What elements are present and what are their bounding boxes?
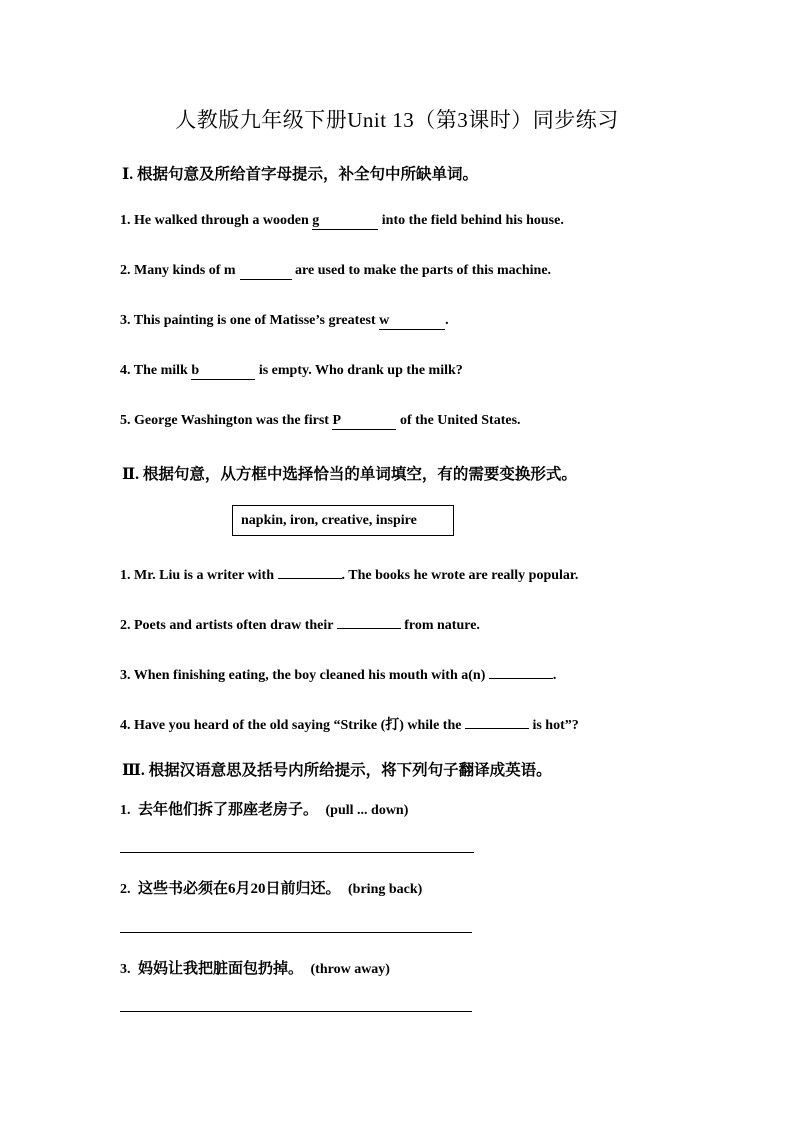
s1-item-5 bbox=[120, 413, 521, 430]
s1-item-1-before: 1. He walked through a wooden bbox=[120, 213, 313, 228]
s3-item-1-num: 1. bbox=[120, 803, 131, 818]
s1-item-5-blank[interactable] bbox=[332, 414, 396, 430]
s2-item-4-after: is hot”? bbox=[528, 718, 579, 733]
s2-item-2-blank[interactable] bbox=[337, 614, 401, 629]
s3-item-2-hint: (bring back) bbox=[348, 882, 423, 897]
s2-item-3-blank[interactable] bbox=[489, 664, 553, 679]
s2-item-3-after: . bbox=[552, 668, 557, 683]
s1-item-4-after: is empty. Who drank up the milk? bbox=[255, 363, 463, 378]
s3-item-1-hint: (pull ... down) bbox=[325, 803, 409, 818]
s2-item-1-after: . The books he wrote are really popular. bbox=[341, 568, 579, 583]
section-3-heading: Ⅲ. 根据汉语意思及括号内所给提示，将下列句子翻译成英语。 bbox=[122, 762, 552, 779]
s1-item-2-after: are used to make the parts of this machine. bbox=[291, 263, 552, 278]
s3-item-2-chinese: 这些书必须在6月20日前归还。 bbox=[138, 881, 341, 897]
s1-item-4-before: 4. The milk bbox=[120, 363, 192, 378]
s2-item-2 bbox=[120, 614, 480, 634]
s3-item-1-answer-line[interactable] bbox=[120, 852, 474, 853]
s1-item-5-after: of the United States. bbox=[396, 413, 521, 428]
page-title: 人教版九年级下册Unit 13（第3课时）同步练习 bbox=[175, 108, 619, 132]
s1-item-4-hint: b bbox=[191, 363, 200, 378]
s1-item-1-after: into the field behind his house. bbox=[378, 213, 564, 228]
s3-item-3-answer-line[interactable] bbox=[120, 1011, 472, 1012]
s3-item-1-chinese: 去年他们拆了那座老房子。 bbox=[138, 802, 319, 818]
section-2-heading: Ⅱ. 根据句意，从方框中选择恰当的单词填空，有的需要变换形式。 bbox=[122, 466, 577, 483]
s3-item-2-answer-line[interactable] bbox=[120, 932, 472, 933]
s2-item-2-after: from nature. bbox=[400, 618, 480, 633]
s1-item-1 bbox=[120, 213, 564, 230]
s2-item-2-before: 2. Poets and artists often draw their bbox=[120, 618, 337, 633]
s1-item-3 bbox=[120, 313, 449, 330]
s3-item-1 bbox=[120, 798, 408, 819]
s2-item-4-before: 4. Have you heard of the old saying “Strike (打) while the bbox=[120, 718, 465, 733]
s2-item-4 bbox=[120, 714, 579, 734]
s1-item-4 bbox=[120, 363, 463, 380]
s2-item-1-before: 1. Mr. Liu is a writer with bbox=[120, 568, 278, 583]
s1-item-2 bbox=[120, 263, 551, 280]
s1-item-3-hint: w bbox=[379, 313, 390, 328]
s1-item-3-after: . bbox=[445, 313, 449, 328]
s1-item-3-blank[interactable] bbox=[379, 314, 445, 330]
s3-item-3-chinese: 妈妈让我把脏面包扔掉。 bbox=[138, 961, 304, 977]
s1-item-5-hint: P bbox=[332, 413, 342, 428]
s2-item-1 bbox=[120, 564, 578, 584]
s1-item-4-blank[interactable] bbox=[191, 364, 255, 380]
s3-item-3-hint: (throw away) bbox=[310, 962, 390, 977]
s3-item-3-num: 3. bbox=[120, 962, 131, 977]
s1-item-2-before: 2. Many kinds of m bbox=[120, 263, 236, 278]
s2-item-1-blank[interactable] bbox=[278, 564, 342, 579]
s1-item-3-before: 3. This painting is one of Matisse’s greatest bbox=[120, 313, 380, 328]
s1-item-1-hint: g bbox=[312, 213, 320, 228]
s1-item-2-blank[interactable] bbox=[240, 264, 292, 280]
s3-item-3 bbox=[120, 957, 390, 978]
s2-item-3 bbox=[120, 664, 556, 684]
s1-item-1-blank[interactable] bbox=[312, 214, 378, 230]
s3-item-2 bbox=[120, 877, 422, 898]
section-1-heading: Ⅰ. 根据句意及所给首字母提示，补全句中所缺单词。 bbox=[122, 166, 479, 183]
s2-item-3-before: 3. When finishing eating, the boy cleaned his mouth with a(n) bbox=[120, 668, 489, 683]
word-box: napkin, iron, creative, inspire bbox=[232, 505, 454, 536]
s3-item-2-num: 2. bbox=[120, 882, 131, 897]
s2-item-4-blank[interactable] bbox=[465, 714, 529, 729]
s1-item-5-before: 5. George Washington was the first bbox=[120, 413, 333, 428]
